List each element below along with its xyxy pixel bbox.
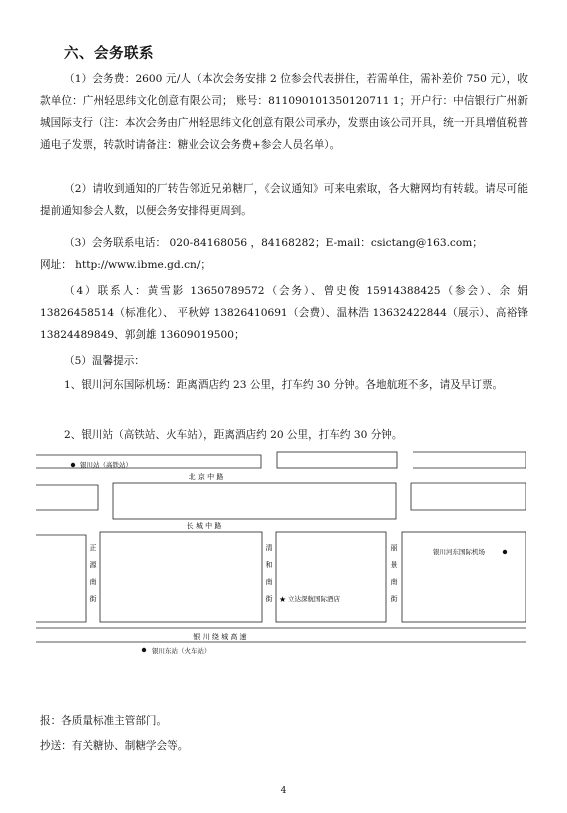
svg-text:街: 街 xyxy=(390,595,398,603)
report-to-line: 报：各质量标准主管部门。 xyxy=(40,715,168,727)
section-title: 六、会务联系 xyxy=(64,46,154,62)
block-top-right xyxy=(413,452,526,468)
east-station-marker xyxy=(142,648,146,652)
fee-paragraph: （1）会务费：2600 元/人（本次会务安排 2 位参会代表拼住，若需单住，需补差价 750 元），收款单位：广州轻思纬文化创意有限公司； 账号：811090101350120711 1；开户行：中信银行广州新城国际支行（注：本次会务由广州轻思纬文化创意有限公司承办，发票由该公司开具，统一开具增值税普通电子发票，转款时请备注：糖业会议会务费+参会人员名单）。 xyxy=(40,73,528,151)
tip-airport: 1、银川河东国际机场：距离酒店约 23 公里，打车约 30 分钟。各地航班不多，请及早订票。 xyxy=(64,379,504,391)
website-line: 网址： http://www.ibme.gd.cn/； xyxy=(40,259,211,271)
block-r2-b xyxy=(113,483,396,519)
label-airport: 银川河东国际机场 xyxy=(433,548,485,556)
svg-text:南: 南 xyxy=(390,578,398,586)
block-top-left xyxy=(36,455,261,468)
svg-text:清: 清 xyxy=(265,544,273,552)
tips-heading: （5）温馨提示： xyxy=(64,355,145,367)
label-jinghe-street xyxy=(266,543,273,603)
svg-text:街: 街 xyxy=(265,595,273,603)
label-station-high-speed: 银川站（高铁站） xyxy=(80,461,132,469)
copy-to-line: 抄送：有关糖协、制糖学会等。 xyxy=(40,740,189,752)
block-r3-b xyxy=(100,532,262,622)
label-beijing-road: 北 京 中 路 xyxy=(188,473,224,481)
airport-marker xyxy=(503,550,507,554)
contacts-paragraph: （4）联系人：黄雪影 13650789572（会务）、曾史俊 15914388425（参会）、余 娟 13826458514（标准化）、 平秋婷 13826410691（会费）、温林浩 13632422844（展示）、高裕锋 13824489849、郭剑雄 13609019500； xyxy=(40,285,528,341)
block-r3-a xyxy=(36,535,86,622)
block-r3-c xyxy=(276,532,386,622)
label-lijing-street xyxy=(391,544,398,603)
svg-text:源: 源 xyxy=(89,561,97,569)
block-r3-d xyxy=(402,532,526,622)
svg-text:南: 南 xyxy=(89,578,97,586)
page-number: 4 xyxy=(280,786,287,796)
svg-text:正: 正 xyxy=(89,544,97,552)
block-r2-a xyxy=(36,485,98,510)
label-expressway: 银 川 绕 城 高 速 xyxy=(193,633,247,641)
svg-text:街: 街 xyxy=(89,595,97,603)
label-changcheng-road: 长 城 中 路 xyxy=(186,522,222,530)
location-map xyxy=(36,450,526,660)
tip-station: 2、银川站（高铁站、火车站），距离酒店约 20 公里，打车约 30 分钟。 xyxy=(64,429,403,441)
block-top-mid xyxy=(277,452,397,468)
label-hotel: 立达深航国际酒店 xyxy=(288,595,340,603)
label-station-east: 银川东站（火车站） xyxy=(152,647,211,655)
hotel-star-icon: ★ xyxy=(279,595,287,604)
high-speed-station-marker xyxy=(71,463,75,467)
svg-text:景: 景 xyxy=(390,561,398,569)
label-zhengyuan-street xyxy=(90,544,98,603)
svg-text:南: 南 xyxy=(265,578,273,586)
svg-text:丽: 丽 xyxy=(390,544,398,552)
notice-paragraph: （2）请收到通知的厂转告邻近兄弟糖厂，《会议通知》可来电索取，各大糖网均有转载。请尽可能提前通知参会人数，以便会务安排得更周到。 xyxy=(40,183,528,217)
svg-text:和: 和 xyxy=(265,561,273,569)
block-r2-c xyxy=(411,483,526,510)
contact-phone-line: （3）会务联系电话： 020-84168056 ，84168282；E-mail：csictang@163.com； xyxy=(64,237,483,249)
